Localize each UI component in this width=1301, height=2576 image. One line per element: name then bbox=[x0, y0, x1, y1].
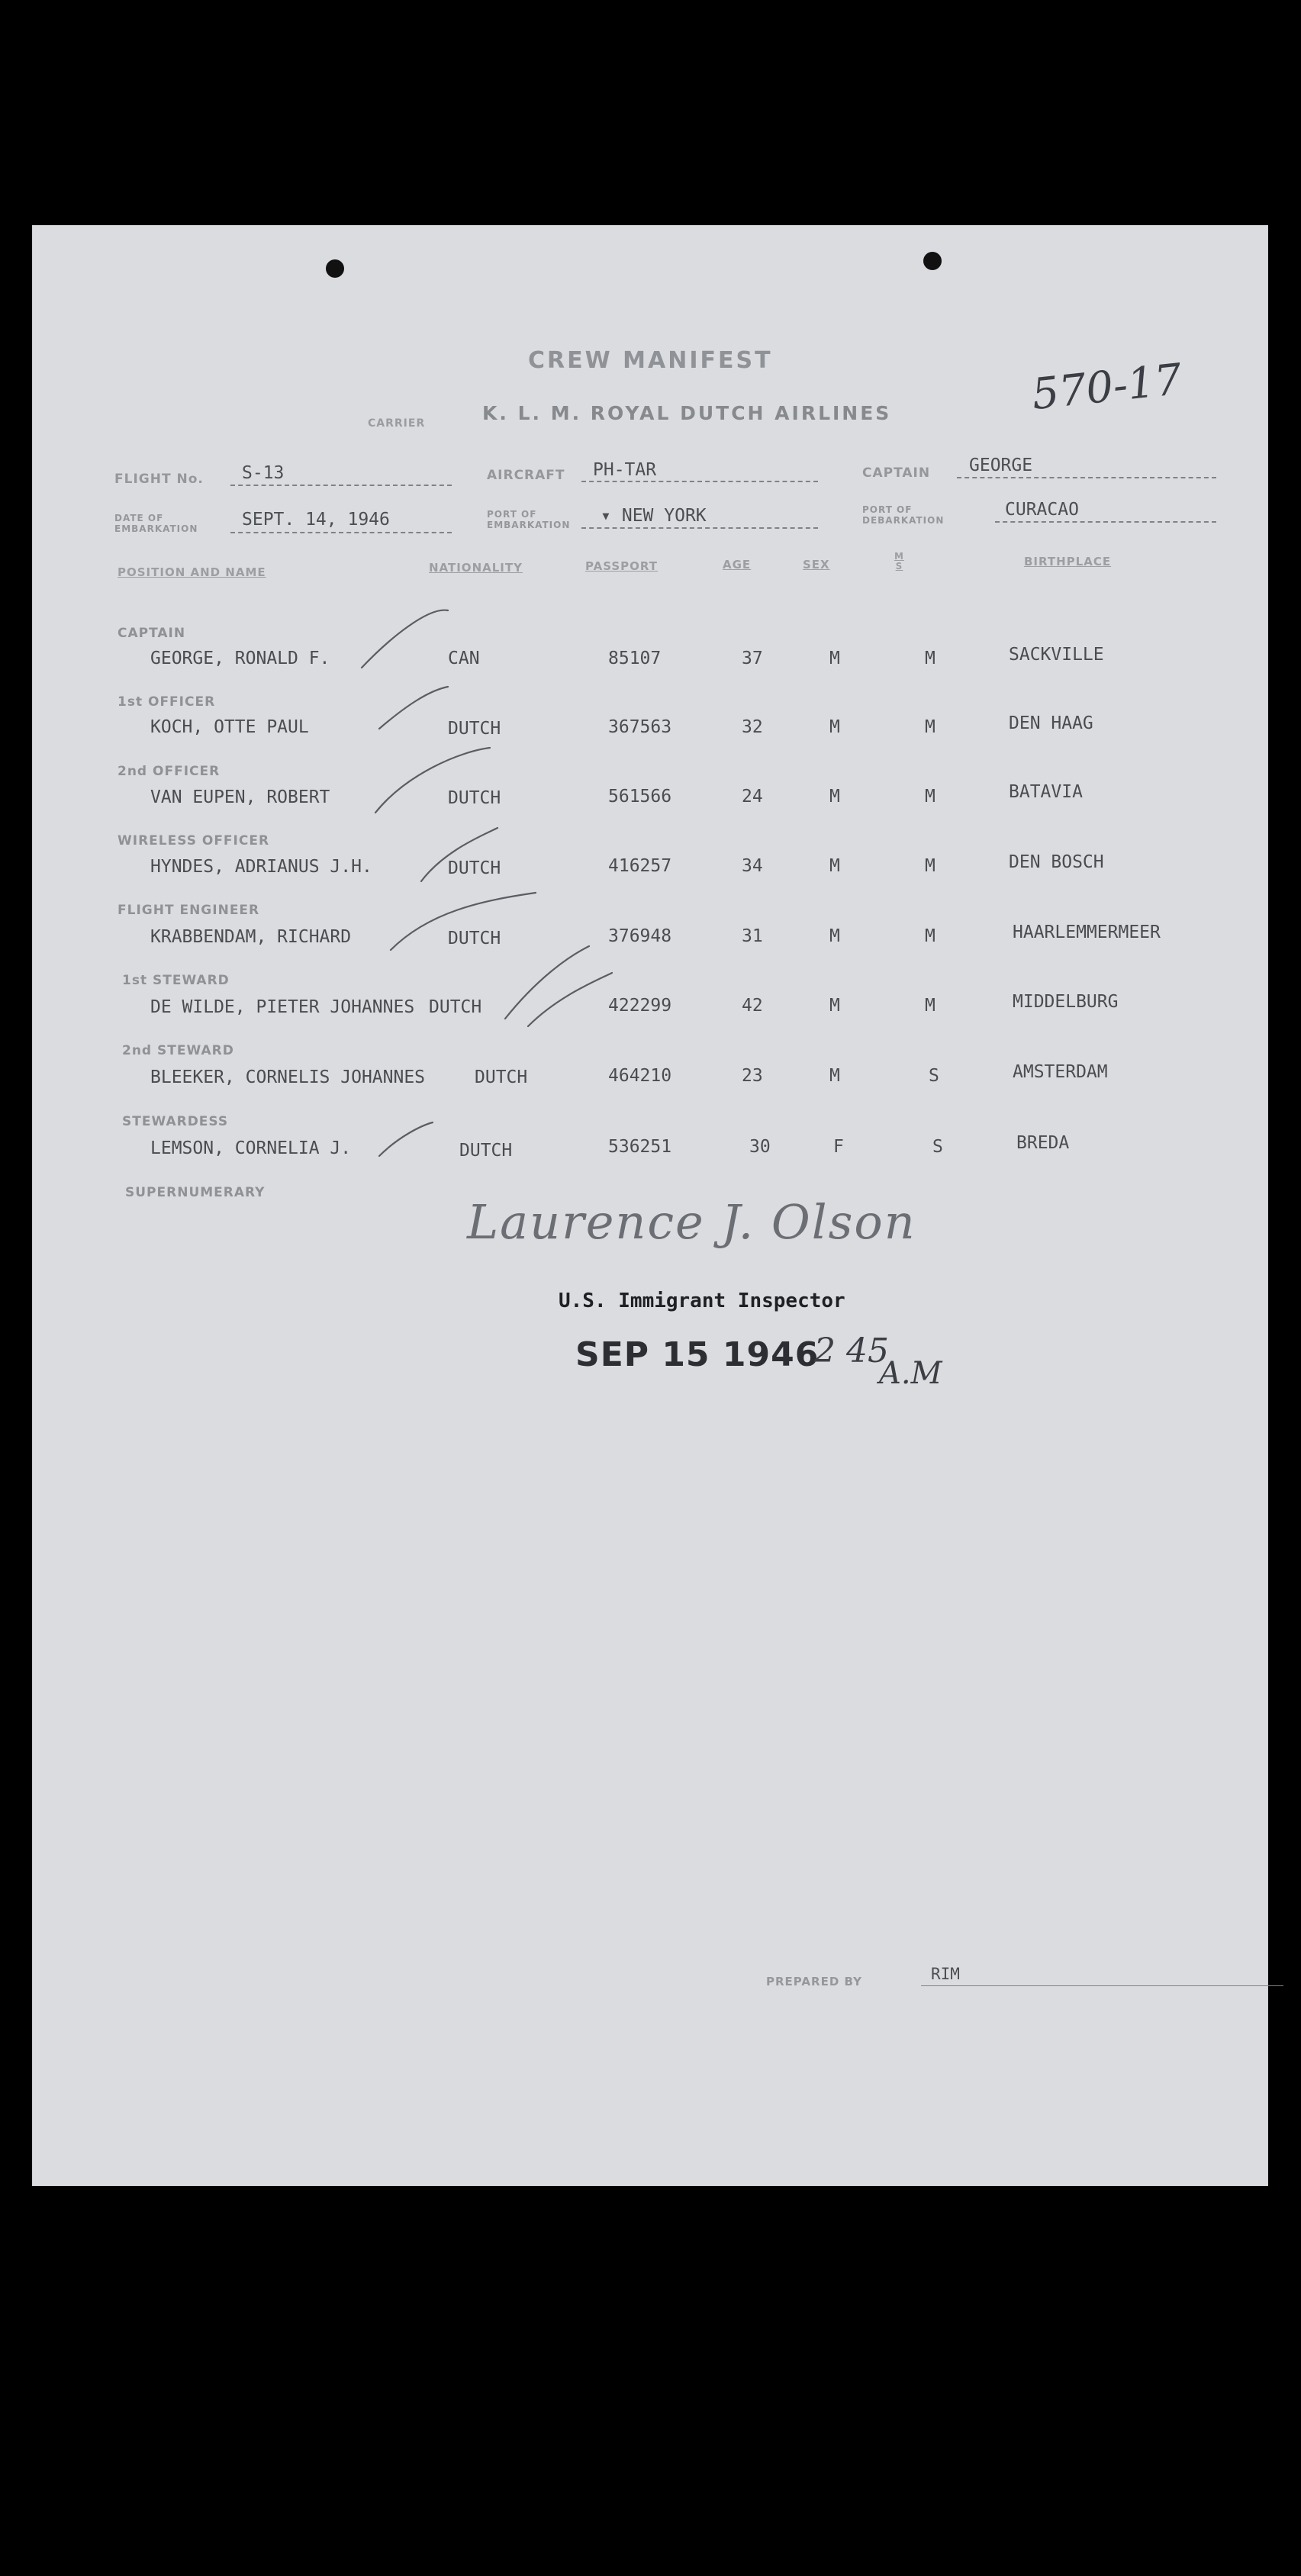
crew-position: CAPTAIN bbox=[118, 626, 186, 641]
captain-value: GEORGE bbox=[969, 456, 1033, 475]
port-emb-label-line2: EMBARKATION bbox=[487, 520, 571, 530]
check-mark bbox=[505, 946, 589, 1019]
crew-birthplace: BREDA bbox=[1016, 1133, 1070, 1153]
col-passport: PASSPORT bbox=[585, 559, 659, 573]
col-sex: SEX bbox=[803, 558, 830, 572]
date-label-line1: DATE OF bbox=[114, 513, 164, 523]
date-label-line2: EMBARKATION bbox=[114, 523, 198, 534]
prepared-by-value: RIM bbox=[931, 1965, 960, 1983]
crew-age: 30 bbox=[749, 1137, 771, 1157]
crew-sex: M bbox=[829, 856, 840, 876]
supernumerary-label: SUPERNUMERARY bbox=[125, 1185, 266, 1200]
port-dep-label-line1: PORT OF bbox=[862, 504, 913, 515]
arrival-date-stamp: SEP 15 1946 bbox=[575, 1335, 820, 1374]
crew-marital: M bbox=[925, 926, 935, 946]
crew-marital: M bbox=[925, 996, 935, 1016]
crew-sex: M bbox=[829, 926, 840, 946]
crew-age: 32 bbox=[742, 717, 763, 737]
crew-birthplace: DEN BOSCH bbox=[1009, 852, 1104, 872]
crew-nationality: DUTCH bbox=[448, 858, 501, 878]
crew-marital: M bbox=[925, 717, 935, 737]
crew-birthplace: SACKVILLE bbox=[1009, 645, 1104, 665]
crew-name: HYNDES, ADRIANUS J.H. bbox=[150, 857, 372, 877]
crew-sex: M bbox=[829, 717, 840, 737]
crew-marital: S bbox=[929, 1066, 939, 1086]
crew-marital: M bbox=[925, 856, 935, 876]
crew-position: 2nd OFFICER bbox=[118, 764, 221, 779]
check-mark bbox=[362, 610, 448, 668]
carrier-label: CARRIER bbox=[368, 417, 426, 430]
col-age: AGE bbox=[723, 558, 752, 572]
port-emb-label-line1: PORT OF bbox=[487, 509, 537, 520]
embarkation-date: SEPT. 14, 1946 bbox=[242, 510, 390, 530]
crew-nationality: DUTCH bbox=[448, 788, 501, 808]
port-embarkation-text: NEW YORK bbox=[621, 506, 707, 526]
crew-name: KOCH, OTTE PAUL bbox=[150, 717, 309, 737]
crew-passport: 367563 bbox=[608, 717, 672, 737]
crew-passport: 422299 bbox=[608, 996, 672, 1016]
col-nationality: NATIONALITY bbox=[429, 561, 523, 575]
crew-position: WIRELESS OFFICER bbox=[118, 833, 270, 848]
crew-nationality: CAN bbox=[448, 649, 480, 668]
check-mark bbox=[375, 748, 490, 813]
crew-passport: 464210 bbox=[608, 1066, 672, 1086]
col-marital-m: M bbox=[894, 551, 904, 562]
port-debarkation-value: CURACAO bbox=[1005, 500, 1079, 520]
check-mark bbox=[379, 1122, 433, 1156]
crew-age: 37 bbox=[742, 649, 763, 668]
crew-sex: F bbox=[833, 1137, 844, 1157]
crew-age: 24 bbox=[742, 787, 763, 807]
crew-age: 31 bbox=[742, 926, 763, 946]
check-mark bbox=[391, 893, 536, 950]
crew-position: 2nd STEWARD bbox=[122, 1043, 234, 1058]
col-marital-s: S bbox=[895, 561, 903, 572]
crew-passport: 85107 bbox=[608, 649, 662, 668]
crew-position: 1st STEWARD bbox=[122, 973, 230, 988]
prepared-by-label: PREPARED BY bbox=[766, 1975, 862, 1988]
inspector-signature: Laurence J. Olson bbox=[467, 1194, 916, 1250]
crew-marital: M bbox=[925, 649, 935, 668]
crew-passport: 376948 bbox=[608, 926, 672, 946]
check-mark bbox=[421, 828, 498, 881]
port-embarkation-value: ▾ NEW YORK bbox=[601, 506, 707, 526]
crew-age: 34 bbox=[742, 856, 763, 876]
aircraft-label: AIRCRAFT bbox=[487, 468, 565, 483]
crew-nationality: DUTCH bbox=[448, 929, 501, 948]
crew-passport: 416257 bbox=[608, 856, 672, 876]
crew-name: LEMSON, CORNELIA J. bbox=[150, 1138, 352, 1158]
crew-birthplace: BATAVIA bbox=[1009, 782, 1083, 802]
crew-marital: S bbox=[932, 1137, 943, 1157]
crew-birthplace: DEN HAAG bbox=[1009, 713, 1093, 733]
crew-sex: M bbox=[829, 1066, 840, 1086]
manifest-page bbox=[32, 225, 1268, 2186]
document-title: CREW MANIFEST bbox=[528, 347, 773, 374]
col-birthplace: BIRTHPLACE bbox=[1024, 555, 1112, 568]
crew-sex: M bbox=[829, 996, 840, 1016]
crew-nationality: DUTCH bbox=[429, 997, 482, 1017]
crew-sex: M bbox=[829, 787, 840, 807]
crew-position: 1st OFFICER bbox=[118, 694, 216, 710]
crew-nationality: DUTCH bbox=[475, 1067, 528, 1087]
crew-age: 42 bbox=[742, 996, 763, 1016]
crew-sex: M bbox=[829, 649, 840, 668]
crew-age: 23 bbox=[742, 1066, 763, 1086]
arrival-ampm: A.M bbox=[879, 1356, 942, 1391]
crew-name: KRABBENDAM, RICHARD bbox=[150, 927, 352, 947]
inspector-title: U.S. Immigrant Inspector bbox=[559, 1290, 845, 1312]
crew-position: FLIGHT ENGINEER bbox=[118, 903, 260, 918]
flight-number: S-13 bbox=[242, 463, 285, 483]
col-position-name: POSITION AND NAME bbox=[118, 565, 266, 579]
port-dep-label-line2: DEBARKATION bbox=[862, 515, 945, 526]
flight-label: FLIGHT No. bbox=[114, 472, 204, 487]
crew-name: BLEEKER, CORNELIS JOHANNES bbox=[150, 1067, 426, 1087]
crew-position: STEWARDESS bbox=[122, 1114, 229, 1129]
carrier-name: K. L. M. ROYAL DUTCH AIRLINES bbox=[482, 402, 892, 424]
crew-name: DE WILDE, PIETER JOHANNES bbox=[150, 997, 415, 1017]
check-mark bbox=[379, 687, 448, 729]
arrival-time: 2 45 bbox=[814, 1331, 889, 1370]
crew-name: VAN EUPEN, ROBERT bbox=[150, 787, 330, 807]
captain-label: CAPTAIN bbox=[862, 465, 931, 481]
aircraft-value: PH-TAR bbox=[593, 460, 657, 480]
crew-nationality: DUTCH bbox=[448, 719, 501, 739]
crew-nationality: DUTCH bbox=[459, 1141, 513, 1161]
file-number: 570-17 bbox=[1029, 354, 1184, 420]
crew-passport: 561566 bbox=[608, 787, 672, 807]
crew-marital: M bbox=[925, 787, 935, 807]
crew-birthplace: AMSTERDAM bbox=[1013, 1062, 1108, 1082]
crew-birthplace: MIDDELBURG bbox=[1013, 992, 1119, 1012]
crew-name: GEORGE, RONALD F. bbox=[150, 649, 330, 668]
crew-passport: 536251 bbox=[608, 1137, 672, 1157]
crew-birthplace: HAARLEMMERMEER bbox=[1013, 923, 1161, 942]
